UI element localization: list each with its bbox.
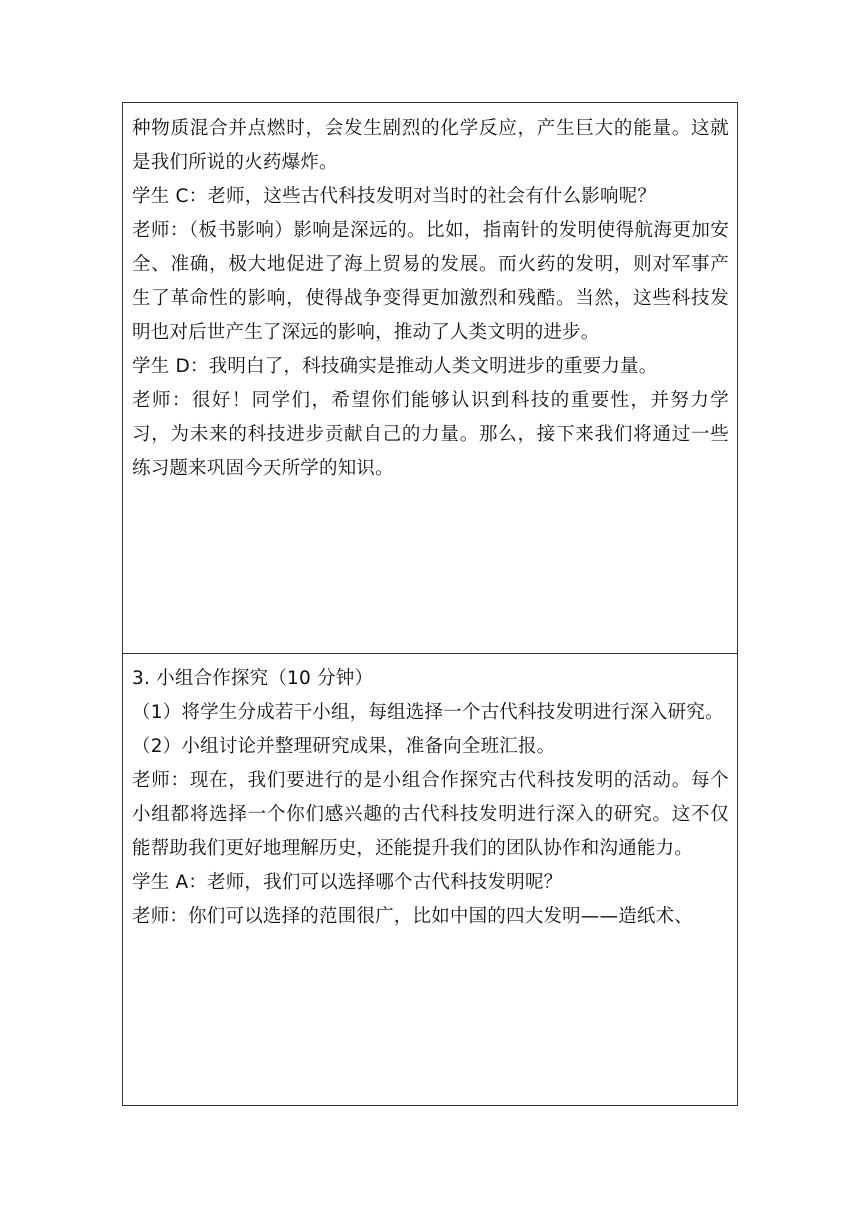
paragraph-step-2: （2）小组讨论并整理研究成果，准备向全班汇报。 — [132, 736, 556, 757]
section-heading-group-inquiry: 3. 小组合作探究（10 分钟） — [132, 668, 374, 689]
paragraph-student-d-reply: 学生 D：我明白了，科技确实是推动人类文明进步的重要力量。 — [132, 356, 658, 377]
paragraph-teacher-four-inventions: 老师：你们可以选择的范围很广，比如中国的四大发明——造纸术、 — [132, 906, 694, 927]
lesson-plan-table — [122, 102, 738, 1106]
paragraph-teacher-conclusion: 老师：很好！同学们，希望你们能够认识到科技的重要性，并努力学习，为未来的科技进步贡献自己的力量。那么，接下来我们将通过一些练习题来巩固今天所学的知识。 — [132, 390, 729, 479]
paragraph-teacher-impact: 老师：（板书影响）影响是深远的。比如，指南针的发明使得航海更加安全、准确，极大地促进了海上贸易的发展。而火药的发明，则对军事产生了革命性的影响，使得战争变得更加激烈和残酷。当然，这些科技发明也对后世产生了深远的影响，推动了人类文明的进步。 — [132, 220, 729, 343]
paragraph-student-a-question: 学生 A：老师，我们可以选择哪个古代科技发明呢？ — [132, 872, 563, 893]
paragraph-gunpowder-explanation: 种物质混合并点燃时，会发生剧烈的化学反应，产生巨大的能量。这就是我们所说的火药爆炸。 — [132, 118, 729, 173]
paragraph-student-c-question: 学生 C：老师，这些古代科技发明对当时的社会有什么影响呢？ — [132, 186, 657, 207]
paragraph-step-1: （1）将学生分成若干小组，每组选择一个古代科技发明进行深入研究。 — [132, 702, 724, 723]
paragraph-teacher-instructions: 老师：现在，我们要进行的是小组合作探究古代科技发明的活动。每个小组都将选择一个你们感兴趣的古代科技发明进行深入的研究。这不仅能帮助我们更好地理解历史，还能提升我们的团队协作和沟通能力。 — [132, 770, 729, 859]
table-cell-dialogue — [123, 103, 737, 654]
table-cell-group-inquiry — [123, 654, 737, 1105]
